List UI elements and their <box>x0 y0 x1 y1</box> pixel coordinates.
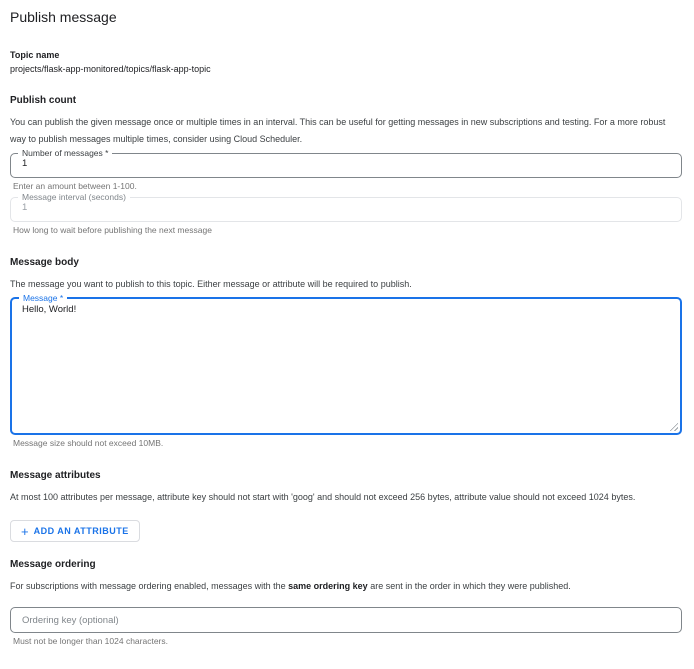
message-interval-field <box>10 192 682 222</box>
message-textarea[interactable] <box>12 303 680 433</box>
message-attributes-description: At most 100 attributes per message, attribute key should not start with 'goog' and should not exceed 256 bytes, attribute value should not exceed 1024 bytes. <box>10 492 636 502</box>
add-attribute-label: ADD AN ATTRIBUTE <box>33 526 129 536</box>
message-interval-label: Message interval (seconds) <box>22 192 126 202</box>
number-of-messages-label: Number of messages * <box>22 148 109 158</box>
ordering-key-helper: Must not be longer than 1024 characters. <box>13 636 168 646</box>
message-interval-input <box>11 202 681 221</box>
publish-count-description: You can publish the given message once or multiple times in an interval. This can be useful for getting messages in new subscriptions and testing. For a more robust way to publish messages multiple times, consider using Cloud Scheduler. <box>10 117 666 144</box>
ordering-description-suffix: are sent in the order in which they were published. <box>367 581 571 591</box>
add-attribute-button[interactable] <box>10 520 140 542</box>
ordering-description-bold: same ordering key <box>288 581 368 591</box>
message-field <box>10 293 682 435</box>
topic-name-label: Topic name <box>10 50 60 60</box>
message-attributes-heading: Message attributes <box>10 470 101 481</box>
message-helper: Message size should not exceed 10MB. <box>13 438 164 448</box>
ordering-key-input[interactable] <box>10 607 682 633</box>
number-of-messages-helper: Enter an amount between 1-100. <box>13 181 137 191</box>
message-ordering-description <box>10 578 682 595</box>
message-ordering-heading: Message ordering <box>10 559 96 570</box>
message-interval-helper: How long to wait before publishing the next message <box>13 225 212 235</box>
number-of-messages-field <box>10 148 682 178</box>
number-of-messages-input[interactable] <box>11 158 681 177</box>
topic-name-value: projects/flask-app-monitored/topics/flask-app-topic <box>10 64 211 74</box>
message-body-description: The message you want to publish to this topic. Either message or attribute will be required to publish. <box>10 279 412 289</box>
publish-count-heading: Publish count <box>10 95 77 106</box>
page-title: Publish message <box>10 9 117 25</box>
ordering-description-prefix: For subscriptions with message ordering enabled, messages with the <box>10 581 289 591</box>
message-body-heading: Message body <box>10 257 79 268</box>
message-label: Message * <box>23 293 64 303</box>
plus-icon: + <box>21 523 29 539</box>
